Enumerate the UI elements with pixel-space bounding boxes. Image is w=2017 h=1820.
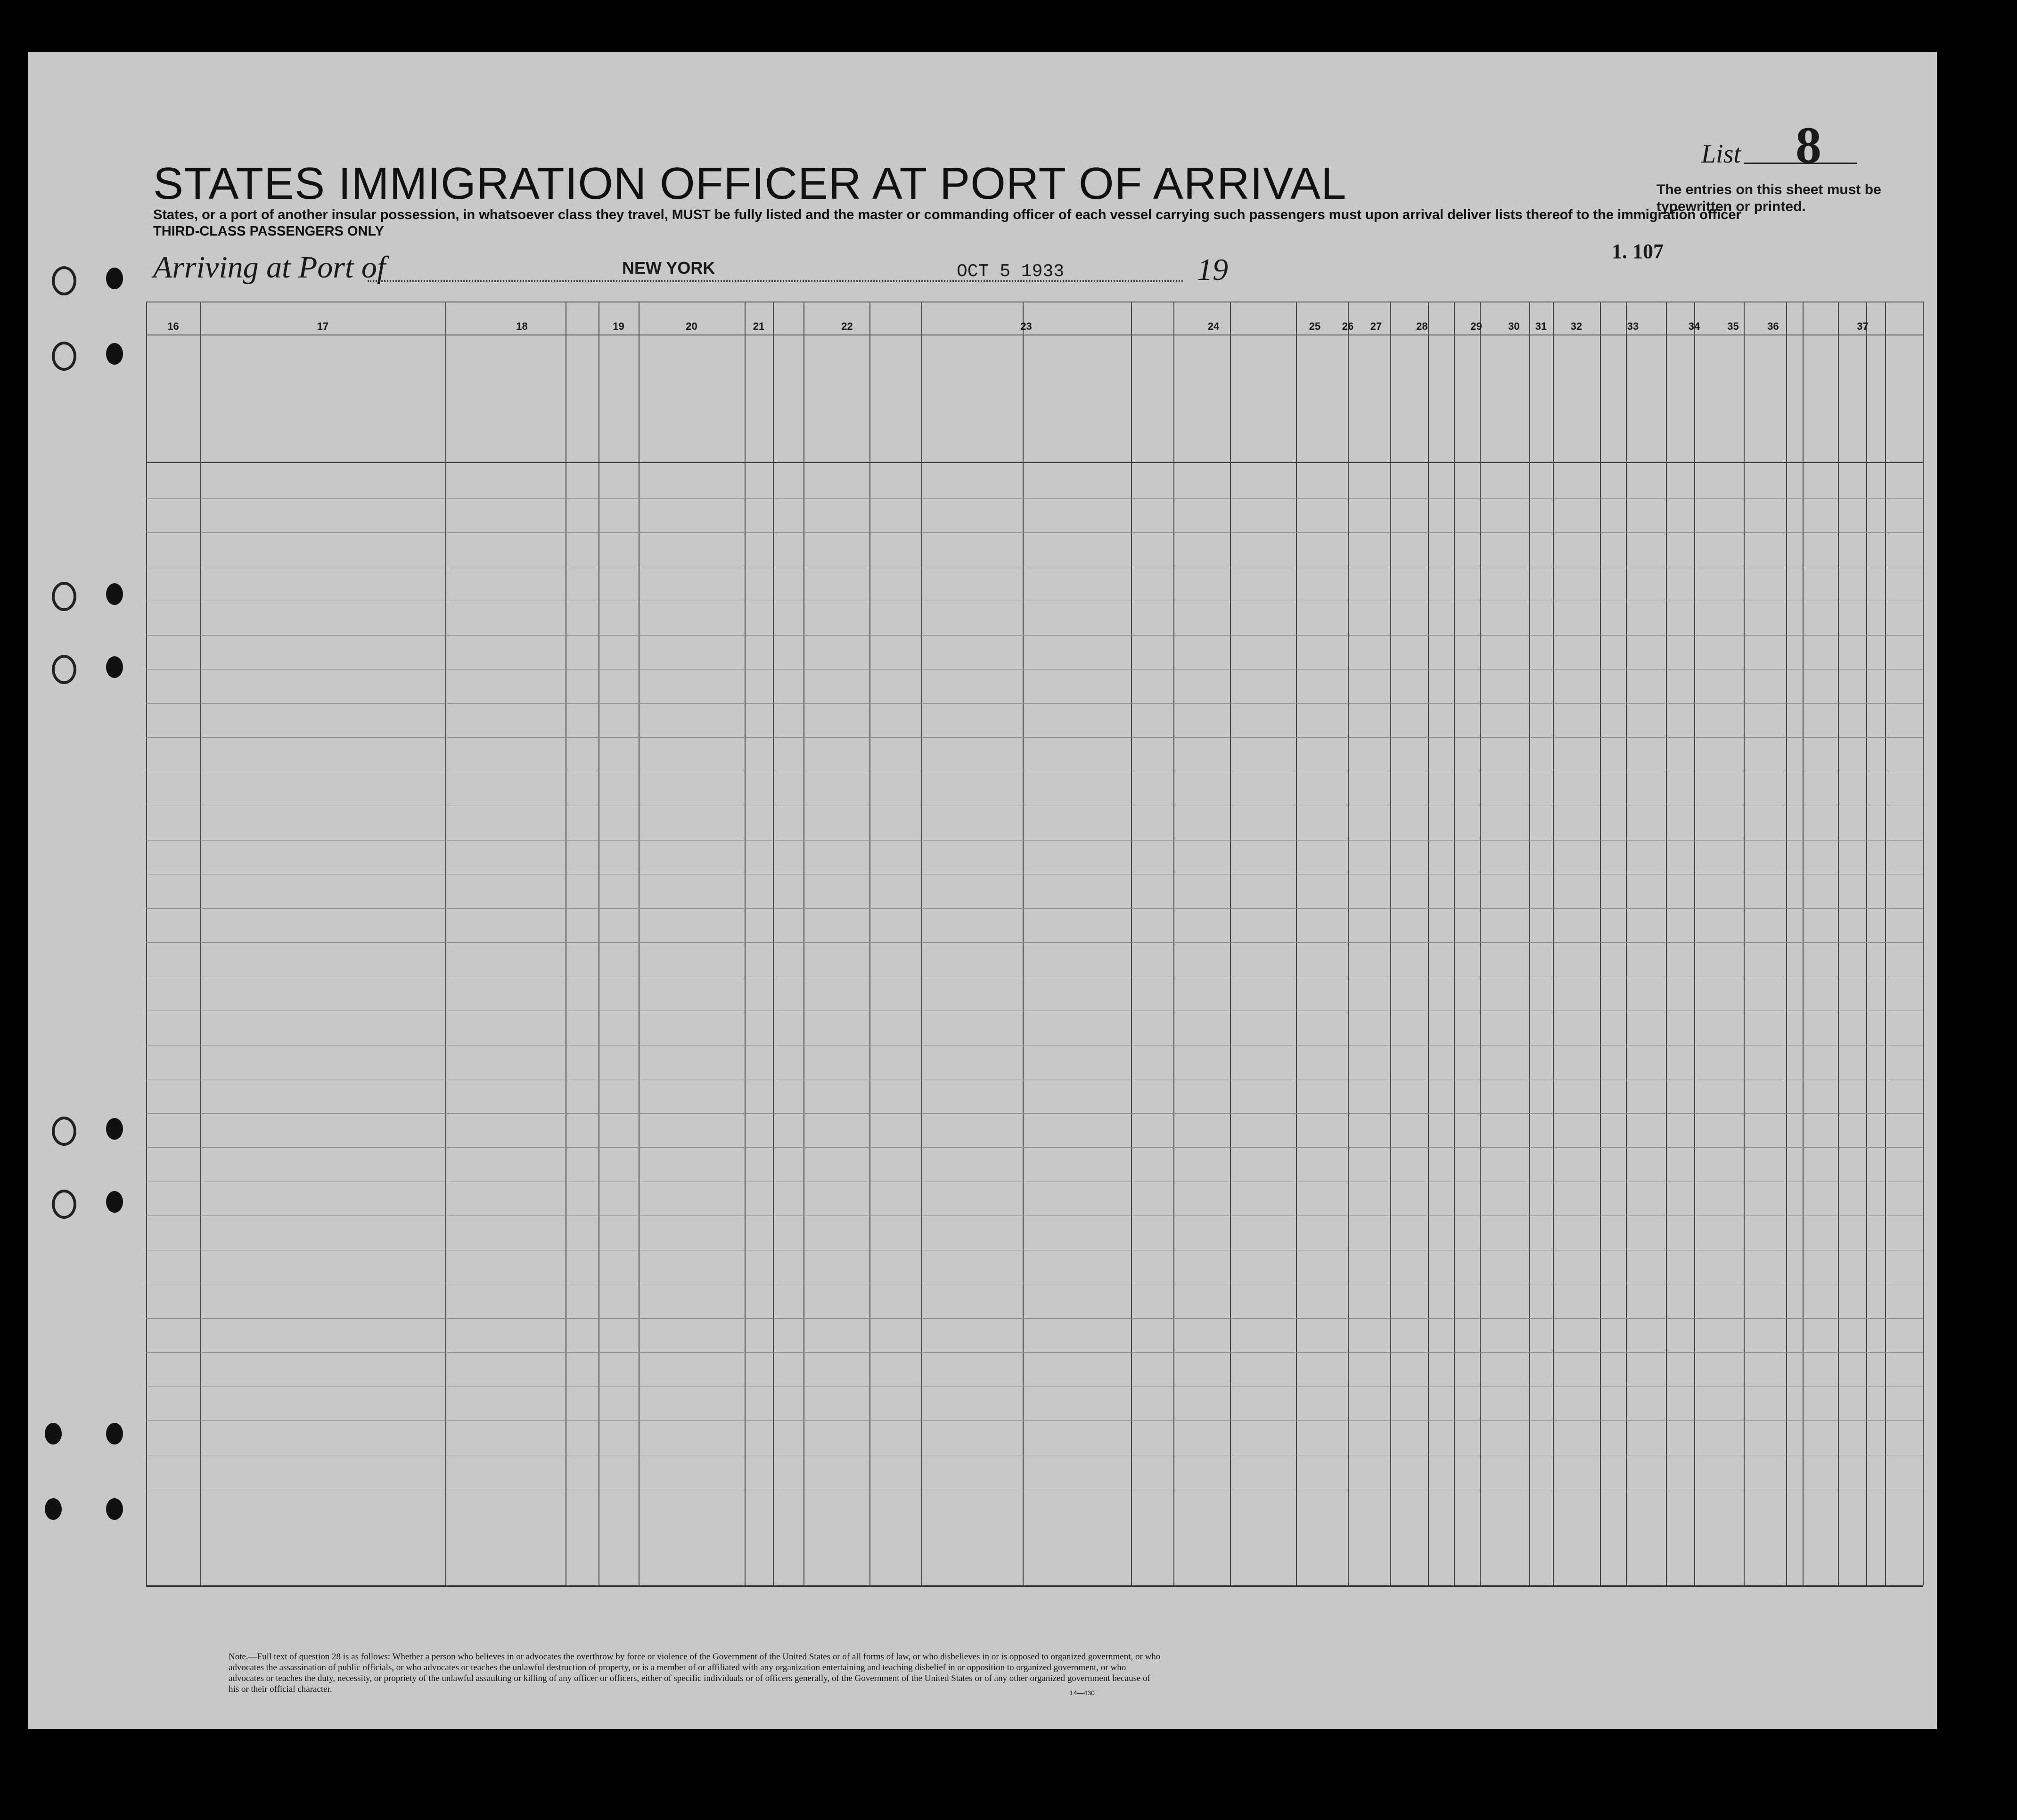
binder-hole	[106, 1191, 123, 1213]
grid-vline	[1454, 302, 1455, 1585]
grid-vline	[1803, 302, 1804, 1585]
row-line	[146, 703, 1923, 704]
row-line	[146, 942, 1923, 943]
grid-vline	[1230, 302, 1231, 1585]
list-underline	[1744, 163, 1857, 164]
grid-vline	[1838, 302, 1839, 1585]
column-number: 29	[1470, 320, 1482, 332]
row-line	[146, 908, 1923, 909]
column-number: 17	[317, 320, 329, 332]
column-number: 35	[1727, 320, 1739, 332]
column-number: 21	[753, 320, 765, 332]
arriving-label: Arriving at Port of	[153, 250, 386, 285]
grid-vline	[745, 302, 746, 1585]
manifest-grid	[146, 302, 1923, 1607]
grid-vline	[1626, 302, 1627, 1585]
column-number: 26	[1342, 320, 1354, 332]
row-line	[146, 532, 1923, 533]
grid-vline	[1023, 302, 1024, 1585]
row-line	[146, 1420, 1923, 1421]
row-line	[146, 1147, 1923, 1148]
sheet-number: 1. 107	[1612, 240, 1664, 263]
row-line	[146, 840, 1923, 841]
grid-vline	[445, 302, 446, 1585]
year-prefix: 19	[1197, 253, 1228, 287]
third-class-label: THIRD-CLASS PASSENGERS ONLY	[153, 224, 384, 239]
form-title: STATES IMMIGRATION OFFICER AT PORT OF ARRIVAL	[153, 158, 1347, 209]
row-line	[146, 1113, 1923, 1114]
row-line	[146, 635, 1923, 636]
row-line	[146, 498, 1923, 499]
port-name: NEW YORK	[622, 258, 715, 277]
binder-ring	[52, 655, 76, 684]
binder-hole	[106, 268, 123, 289]
grid-vline	[1885, 302, 1886, 1585]
column-number: 23	[1020, 320, 1032, 332]
column-number: 25	[1309, 320, 1321, 332]
grid-vline	[1600, 302, 1601, 1585]
column-number: 30	[1508, 320, 1520, 332]
grid-vline	[869, 302, 870, 1585]
entries-note: The entries on this sheet must be typewritten or printed.	[1656, 182, 1881, 214]
grid-vline	[1866, 302, 1867, 1585]
grid-vline	[921, 302, 922, 1585]
column-number: 31	[1535, 320, 1547, 332]
binder-hole	[106, 1423, 123, 1445]
grid-vline	[1296, 302, 1297, 1585]
grid-vline	[1480, 302, 1481, 1585]
arrival-date: OCT 5 1933	[957, 261, 1065, 282]
column-number: 24	[1207, 320, 1220, 332]
grid-vline	[1553, 302, 1554, 1585]
grid-vline	[1786, 302, 1787, 1585]
column-number: 27	[1370, 320, 1382, 332]
grid-vline	[1390, 302, 1391, 1585]
binder-hole	[45, 1498, 62, 1520]
binder-hole	[45, 1423, 62, 1445]
column-number: 20	[686, 320, 697, 332]
grid-hline	[146, 1585, 1923, 1587]
row-line	[146, 1318, 1923, 1319]
grid-vline	[773, 302, 774, 1585]
column-number: 22	[841, 320, 853, 332]
binder-hole	[106, 583, 123, 605]
grid-vline	[1744, 302, 1745, 1585]
grid-vline	[639, 302, 640, 1585]
binder-hole	[106, 656, 123, 678]
column-number: 19	[613, 320, 624, 332]
binder-hole	[106, 1498, 123, 1520]
column-number: 37	[1857, 320, 1869, 332]
grid-vline	[1529, 302, 1530, 1585]
grid-vline	[1131, 302, 1132, 1585]
grid-vline	[1428, 302, 1429, 1585]
column-number: 28	[1416, 320, 1428, 332]
grid-vline	[146, 302, 147, 1585]
grid-hline	[146, 462, 1923, 463]
binder-ring	[52, 582, 76, 611]
footnote: Note.—Full text of question 28 is as follows: Whether a person who believes in or advocates the overthrow by force or violence of the Government of the United States or of all forms of law, or who disbelieves in or is opposed to organized government, or who advocates the assassination of public officials, or who advocates or teaches the unlawful destruction of property, or is a member of or affiliated with any organization entertaining and teaching disbelief in or opposition to organized government, or who advocates or teaches the duty, necessity, or propriety of the unlawful assaulting or killing of any officer or officers, either of specific individuals or of officers generally, of the Government of the United States or of any other organized government because of his or their official character.	[229, 1652, 1161, 1694]
binder-ring	[52, 266, 76, 295]
grid-vline	[1666, 302, 1667, 1585]
grid-vline	[1923, 302, 1924, 1585]
grid-vline	[200, 302, 201, 1585]
binder-ring	[52, 342, 76, 371]
column-number: 36	[1767, 320, 1779, 332]
binder-hole	[106, 343, 123, 365]
column-number: 33	[1627, 320, 1639, 332]
binder-holes	[0, 0, 141, 1820]
binder-ring	[52, 1190, 76, 1219]
column-number: 16	[167, 320, 179, 332]
binder-hole	[106, 1118, 123, 1140]
list-label: List	[1701, 139, 1741, 169]
column-number: 32	[1570, 320, 1582, 332]
instructions-line: States, or a port of another insular possession, in whatsoever class they travel, MUST be fully listed and the master or commanding officer of each vessel carrying such passengers must upon arrival deliver lists thereof to the immigration officer	[153, 207, 1741, 222]
grid-vline	[1694, 302, 1695, 1585]
binder-ring	[52, 1117, 76, 1146]
form-code: 14—430	[1070, 1689, 1095, 1697]
row-line	[146, 1352, 1923, 1353]
grid-vline	[1173, 302, 1174, 1585]
row-line	[146, 737, 1923, 738]
column-number: 34	[1688, 320, 1700, 332]
column-number: 18	[516, 320, 528, 332]
list-number: 8	[1796, 116, 1821, 174]
grid-vline	[1348, 302, 1349, 1585]
